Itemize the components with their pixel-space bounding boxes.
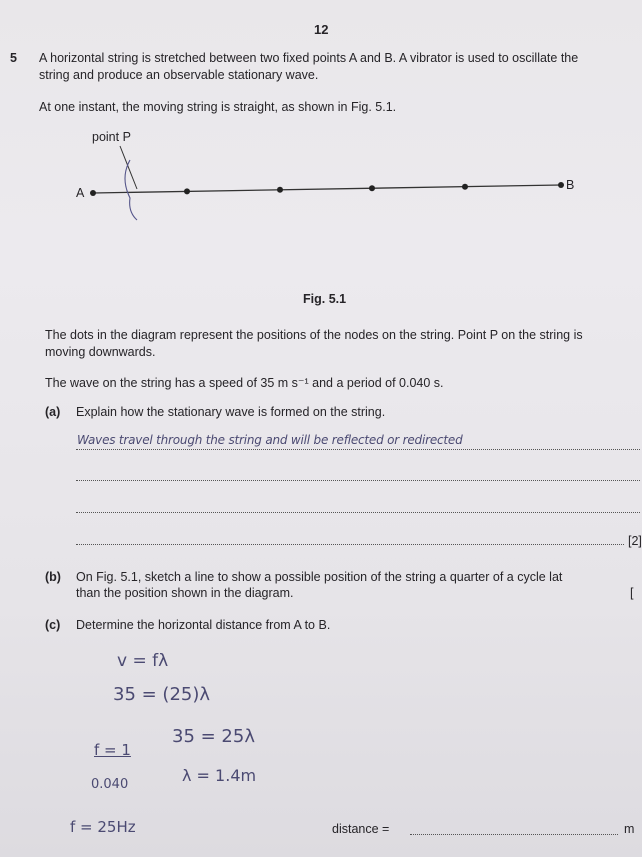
nodes-text-line2: moving downwards. bbox=[45, 345, 156, 359]
node-b bbox=[558, 182, 564, 188]
answer-line-3 bbox=[76, 512, 640, 513]
wave-text: The wave on the string has a speed of 35 m s⁻¹ and a period of 0.040 s. bbox=[45, 376, 444, 390]
answer-line-4 bbox=[76, 544, 624, 545]
label-b: B bbox=[566, 178, 575, 192]
part-a-text: Explain how the stationary wave is formed on the string. bbox=[76, 405, 386, 419]
part-c-text: Determine the horizontal distance from A to B. bbox=[76, 618, 331, 632]
point-p-label: point P bbox=[92, 130, 131, 144]
figure-caption: Fig. 5.1 bbox=[303, 292, 347, 306]
question-intro-line2: string and produce an observable stationary wave. bbox=[39, 68, 319, 82]
node-4 bbox=[369, 185, 375, 191]
node-2 bbox=[184, 188, 190, 194]
working-f-25hz: f = 25Hz bbox=[70, 818, 136, 836]
figure-5-1-diagram bbox=[0, 0, 640, 240]
part-b-marks: [ bbox=[630, 586, 634, 600]
part-a-handwritten-answer: Waves travel through the string and will be reflected or redirected bbox=[77, 433, 463, 447]
part-b-label: (b) bbox=[45, 570, 61, 584]
working-35-25-lambda-b: 35 = 25λ bbox=[172, 726, 255, 747]
part-b-line2: than the position shown in the diagram. bbox=[76, 586, 294, 600]
label-a: A bbox=[76, 186, 85, 200]
working-f-equals-1: f = 1 bbox=[94, 741, 131, 759]
node-5 bbox=[462, 184, 468, 190]
instant-text: At one instant, the moving string is straight, as shown in Fig. 5.1. bbox=[39, 100, 397, 114]
page-number: 12 bbox=[314, 22, 329, 37]
working-0-040: 0.040 bbox=[91, 777, 129, 792]
part-a-label: (a) bbox=[45, 405, 61, 419]
question-number: 5 bbox=[10, 51, 17, 65]
point-p-pointer bbox=[120, 146, 137, 189]
answer-line-1 bbox=[76, 449, 640, 450]
distance-label: distance = bbox=[332, 822, 390, 836]
answer-line-2 bbox=[76, 480, 640, 481]
string-line bbox=[93, 185, 561, 193]
working-35-25-lambda-a: 35 = (25)λ bbox=[113, 684, 211, 705]
working-lambda-result: λ = 1.4m bbox=[182, 766, 257, 785]
distance-answer-line bbox=[410, 834, 618, 835]
hand-sketch-curve bbox=[125, 160, 137, 220]
question-intro-line1: A horizontal string is stretched between two fixed points A and B. A vibrator is used to oscillate the bbox=[39, 51, 579, 65]
nodes-text-line1: The dots in the diagram represent the positions of the nodes on the string. Point P on the string is bbox=[45, 328, 583, 342]
working-v-f-lambda: v = fλ bbox=[117, 651, 169, 671]
node-a bbox=[90, 190, 96, 196]
node-3 bbox=[277, 187, 283, 193]
part-b-line1: On Fig. 5.1, sketch a line to show a possible position of the string a quarter of a cycle lat bbox=[76, 570, 563, 584]
distance-unit: m bbox=[624, 822, 635, 836]
part-c-label: (c) bbox=[45, 618, 61, 632]
part-a-marks: [2] bbox=[628, 534, 642, 548]
